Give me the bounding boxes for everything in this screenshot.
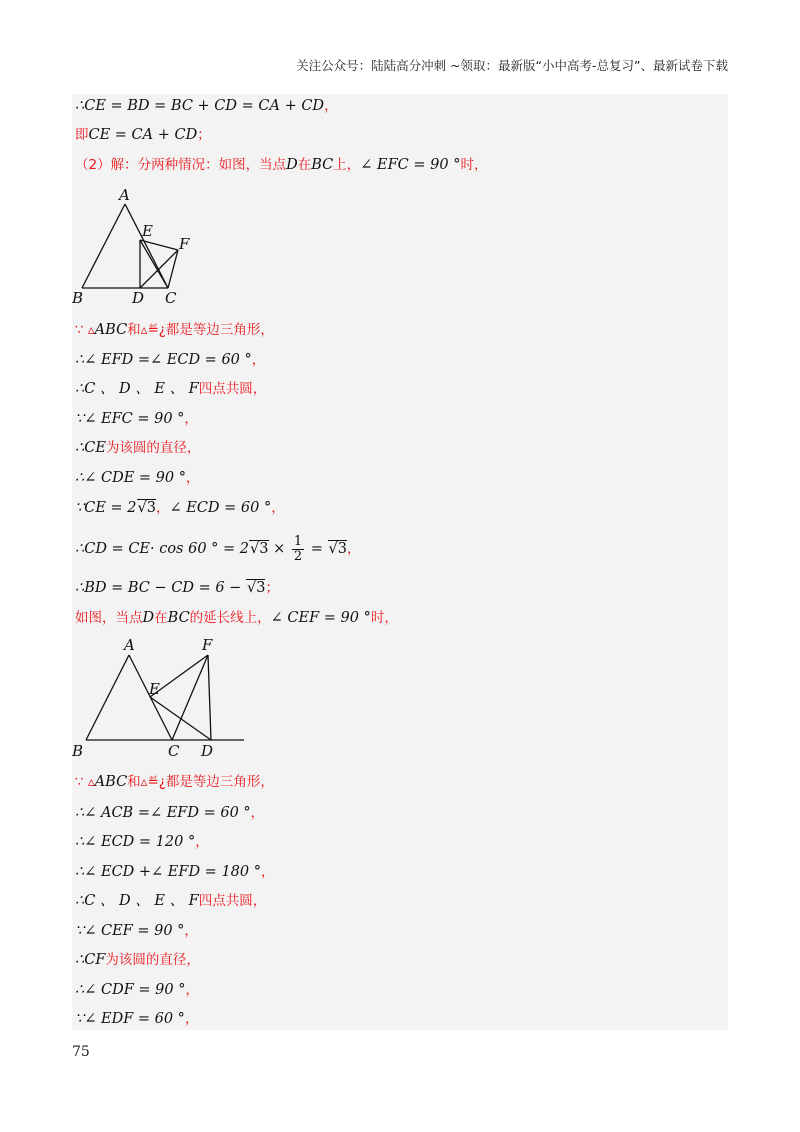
equation: ∵∠ EFC = 90 ° [75,411,185,427]
equation: ∴C 、 D 、 E 、 F [75,381,199,397]
math-var: BC [167,610,190,626]
solution-line [75,96,338,116]
punctuation: ， [184,411,198,427]
equation: ∴CD = CE· cos 60 ° = 2 [75,541,250,557]
punctuation: ； [265,580,279,596]
denominator: 2 [293,548,303,564]
equation: ∴∠ CDF = 90 ° [75,982,186,998]
punctuation: ， [184,1011,199,1027]
punctuation: ， [251,352,266,368]
point-label-d: D [201,742,214,760]
math-var: BC [311,157,334,173]
label-text: 为该圆的直径， [105,440,201,456]
label-text: 和▵≝¿都是等边三角形， [127,322,274,338]
point-label-f: F [202,638,213,654]
point-label-a: A [124,638,135,654]
operator: × [268,541,290,557]
equation: ∴CE = BD = BC + CD = CA + CD [75,98,325,114]
equation: ∴BD = BC − CD = 6 − [75,580,246,596]
label-text: 上， [333,157,361,173]
punctuation: ， [185,982,199,998]
equation: ∴CF [75,952,106,968]
page-header: 关注公众号：陆陆高分冲刺 ~领取：最新版“小中高考-总复习”、最新试卷下载 [296,58,728,73]
segment-ab [82,204,125,288]
solution-line [75,803,264,823]
point-label-d: D [132,289,145,306]
sqrt-radicand: √3 [137,500,156,516]
solution-line [75,534,361,564]
solution-panel [72,94,728,1030]
radicand: 3 [337,541,348,557]
solution-line [75,438,200,458]
label-text: 在 [297,157,312,173]
solution-line [75,862,274,882]
math-var: D [286,157,298,173]
label-text: ∵ ▵ [75,774,95,790]
punctuation: ， [324,98,338,114]
punctuation: ， [184,923,198,939]
solution-line [75,772,274,792]
solution-line [75,155,487,175]
point-label-e: E [149,680,160,698]
point-label-c: C [165,289,177,306]
solution-line [75,832,209,852]
point-label-b: B [72,289,84,306]
label-text: 四点共圆， [198,893,267,909]
equation: ∴∠ ACB =∠ EFD = 60 ° [75,805,251,821]
equation: ∴C 、 D 、 E 、 F [75,893,199,909]
equation: CE = CA + CD [88,127,198,143]
label-text: 时， [460,157,488,173]
label-text: 为该圆的直径， [105,952,200,968]
punctuation: ， [155,500,170,516]
punctuation: ， [271,500,285,516]
punctuation: ， [195,834,209,850]
solution-line [75,891,266,911]
solution-line [75,608,398,628]
solution-line [75,1009,198,1029]
figure-1-diagram [72,186,212,306]
equation: ∴∠ ECD = 120 ° [75,834,196,850]
label-text: 时， [370,610,398,626]
label-text: 如图，当点 [75,610,143,626]
segment-fd [208,655,211,740]
label-text: 和▵≝¿都是等边三角形， [127,774,274,790]
solution-line [75,409,198,429]
solution-line [75,379,266,399]
equation: ∴∠ ECD +∠ EFD = 180 ° [75,864,261,880]
solution-line [75,921,198,941]
equation: ∠ CEF = 90 ° [270,610,371,626]
fraction [292,535,304,564]
math-var: ABC [94,322,128,338]
point-label-c: C [168,742,180,760]
sqrt-radicand: √3 [250,541,269,557]
point-label-a: A [119,186,130,204]
label-text: 的延长线上， [189,610,271,626]
sqrt-radicand: √3 [246,580,266,596]
page-number: 75 [72,1044,90,1060]
equation: ∠ EFC = 90 ° [360,157,461,173]
solution-line [75,980,199,1000]
label-text: 即 [75,127,89,143]
equation: ∵∠ CEF = 90 ° [75,923,185,939]
point-label-f: F [179,235,190,253]
punctuation: ， [250,805,265,821]
figure-2-diagram [72,638,252,760]
solution-line [75,498,285,518]
radicand: 3 [259,541,269,557]
solution-line [75,125,211,145]
equation: ∴CE [75,440,106,456]
equation: ∴∠ CDE = 90 ° [75,470,186,486]
punctuation: ， [347,541,361,557]
equation: ∵CE = 2 [75,500,137,516]
math-var: D [142,610,155,626]
equation: ∠ ECD = 60 ° [169,500,272,516]
label-text: ∵ ▵ [75,322,95,338]
equation: ∵∠ EDF = 60 ° [75,1011,185,1027]
label-text: 在 [154,610,168,626]
solution-line [75,578,279,598]
math-var: ABC [94,774,128,790]
point-label-b: B [72,742,84,760]
punctuation: ； [197,127,211,143]
operator: = [306,541,328,557]
point-label-e: E [142,222,153,240]
radicand: 3 [256,580,266,596]
solution-line [75,468,199,488]
numerator: 1 [293,533,303,549]
punctuation: ， [185,470,200,486]
solution-line [75,320,274,340]
label-text: （2）解：分两种情况：如图，当点 [75,157,287,173]
label-text: 四点共圆， [198,381,267,397]
radicand: 3 [146,500,156,516]
solution-line [75,350,265,370]
sqrt-radicand: √3 [328,541,348,557]
segment-ab [86,655,129,740]
punctuation: ， [260,864,275,880]
segment-df [140,250,178,288]
solution-line [75,950,200,970]
equation: ∴∠ EFD =∠ ECD = 60 ° [75,352,252,368]
